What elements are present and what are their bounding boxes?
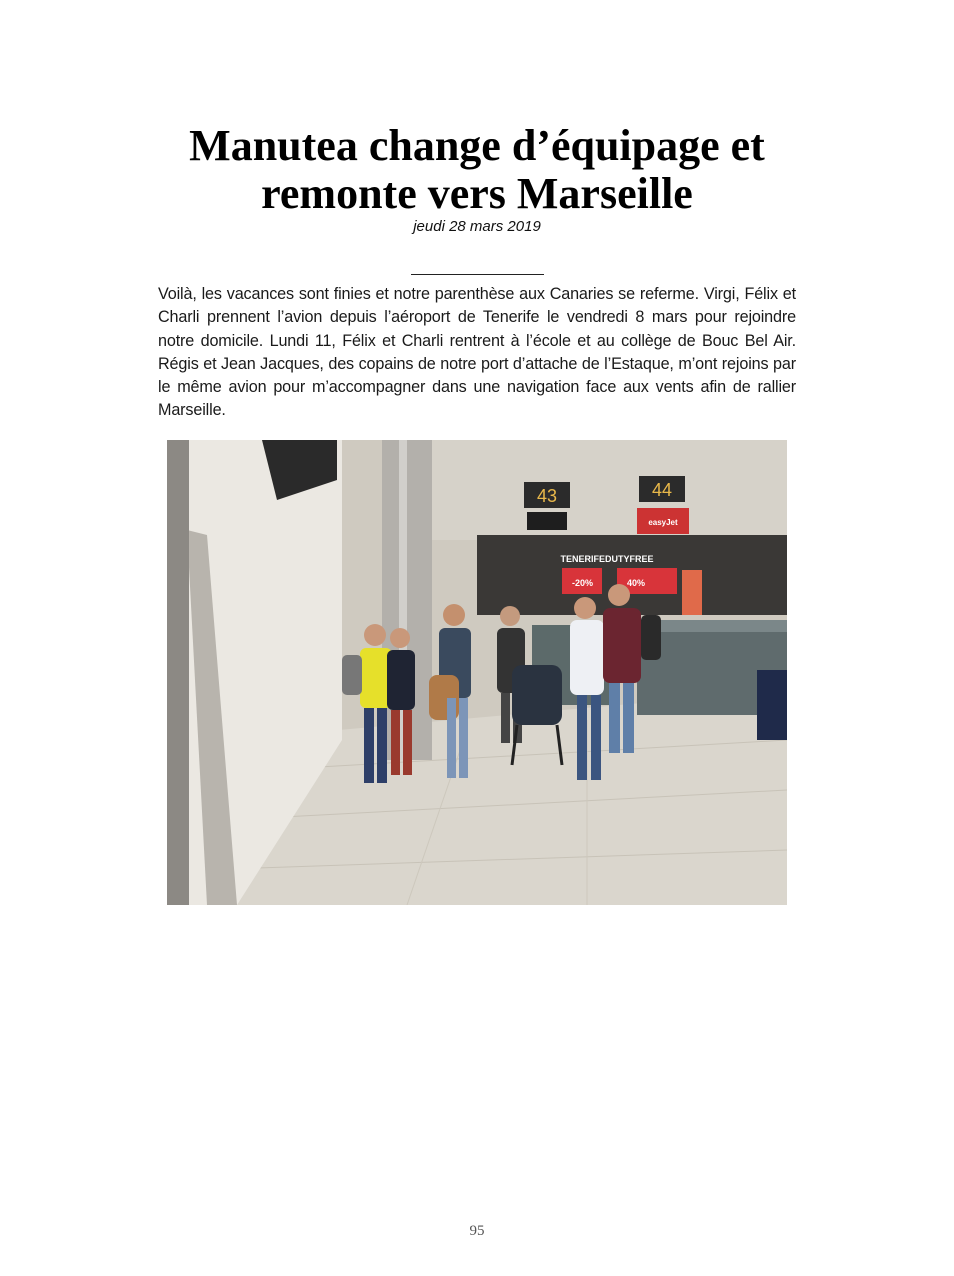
ceiling: [417, 440, 787, 540]
article-date: jeudi 28 mars 2019: [413, 218, 541, 235]
airport-photo: [167, 440, 787, 905]
airport-photo-illustration: [167, 440, 787, 905]
glass-edge: [167, 440, 189, 905]
duty-free-sign: TENERIFEDUTYFREE: [560, 554, 654, 564]
gate-number-44: 44: [651, 480, 673, 500]
shop-display: [682, 570, 702, 615]
page-number: 95: [469, 1223, 485, 1239]
promo-text-2: 40%: [627, 578, 646, 588]
gate-screen-43: [527, 512, 567, 530]
article-title: [0, 122, 954, 218]
title-line-2: remonte vers Marseille: [261, 169, 693, 218]
title-line-1: Manutea change d’équipage et: [189, 121, 765, 170]
gate-number-43: 43: [536, 486, 558, 506]
promo-text-1: -20%: [572, 578, 594, 588]
article-body: Voilà, les vacances sont finies et notre parenthèse aux Canaries se referme. Virgi, Félix et Charli prennent l’avion depuis l’aéroport de Tenerife le vendredi 8 mars pour rejoindre notre domicile. Lundi 11, Félix et Charli rentrent à l’école et au collège de Bouc Bel Air. Régis et Jean Jacques, des copains de notre port d’attache de l’Estaque, m’ont rejoins par le même avion pour m’accompagner dans une navigation face aux vents afin de rallier Marseille.: [158, 285, 796, 420]
title-divider: [411, 274, 544, 275]
suitcase: [757, 670, 787, 740]
airline-screen-text: easyJet: [648, 518, 678, 527]
